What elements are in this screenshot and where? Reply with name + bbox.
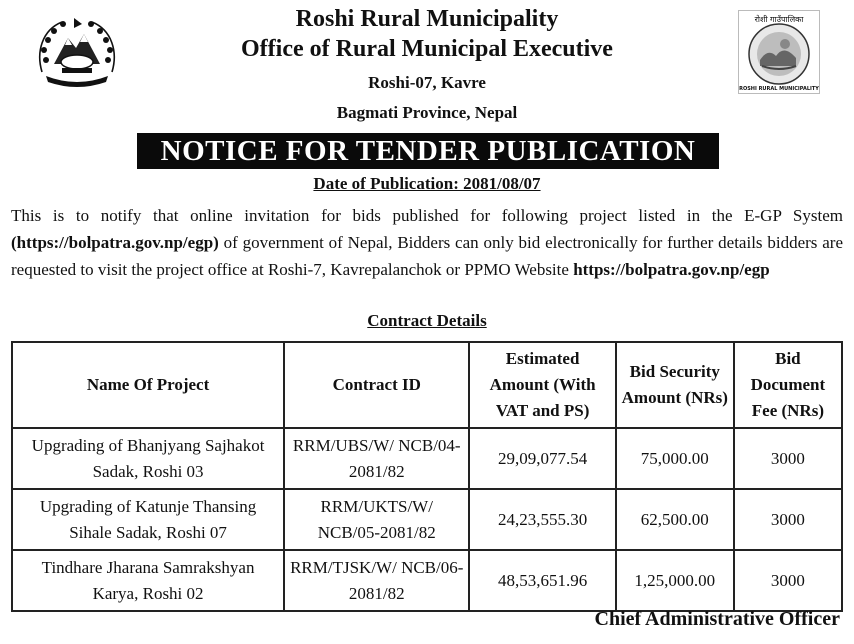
contract-table (11, 341, 843, 612)
project-name: Upgrading of Bhanjyang Sajhakot Sadak, Roshi 03 (12, 428, 284, 489)
address-line-1: Roshi-07, Kavre (368, 73, 486, 92)
estimated-amount: 24,23,555.30 (469, 489, 615, 550)
signature-title: Chief Administrative Officer (594, 608, 840, 630)
estimated-amount: 29,09,077.54 (469, 428, 615, 489)
contract-id: RRM/UBS/W/ NCB/04-2081/82 (284, 428, 469, 489)
ppmo-link[interactable]: https://bolpatra.gov.np/egp (573, 260, 770, 279)
header-bid-security: Bid Security Amount (NRs) (616, 342, 734, 428)
publication-date: Date of Publication: 2081/08/07 (313, 174, 541, 193)
bid-document-fee: 3000 (734, 550, 842, 611)
bid-security-amount: 75,000.00 (616, 428, 734, 489)
table-header-row (12, 342, 842, 428)
notice-title-banner: NOTICE FOR TENDER PUBLICATION (137, 133, 719, 169)
office-name: Office of Rural Municipal Executive (241, 36, 613, 62)
header-bid-document-fee: Bid Document Fee (NRs) (734, 342, 842, 428)
table-row (12, 489, 842, 550)
project-name: Upgrading of Katunje Thansing Sihale Sadak, Roshi 07 (12, 489, 284, 550)
bid-document-fee: 3000 (734, 489, 842, 550)
body-text-2: of government of Nepal, Bidders can only bid electronically for further details bidders are requested to visit the project office at Roshi-7, Kavrepalanchok or PPMO Website (11, 233, 843, 279)
egp-link[interactable]: (https://bolpatra.gov.np/egp) (11, 233, 219, 252)
header-estimated-amount: Estimated Amount (With VAT and PS) (469, 342, 615, 428)
address-line-2: Bagmati Province, Nepal (336, 103, 518, 122)
bid-document-fee: 3000 (734, 428, 842, 489)
table-row (12, 550, 842, 611)
municipality-name: Roshi Rural Municipality (295, 6, 559, 32)
logo-text: रोशी गाउँपालिका (754, 15, 804, 24)
notice-body (11, 202, 843, 283)
bid-security-amount: 62,500.00 (616, 489, 734, 550)
table-row (12, 428, 842, 489)
header-project-name: Name Of Project (12, 342, 284, 428)
project-name: Tindhare Jharana Samrakshyan Karya, Roshi 02 (12, 550, 284, 611)
contract-id: RRM/UKTS/W/ NCB/05-2081/82 (284, 489, 469, 550)
header-contract-id: Contract ID (284, 342, 469, 428)
bid-security-amount: 1,25,000.00 (616, 550, 734, 611)
logo-caption: ROSHI RURAL MUNICIPALITY (739, 86, 819, 92)
estimated-amount: 48,53,651.96 (469, 550, 615, 611)
contract-details-heading: Contract Details (367, 311, 487, 330)
contract-id: RRM/TJSK/W/ NCB/06-2081/82 (284, 550, 469, 611)
body-text-1: This is to notify that online invitation for bids published for following project listed in the E-GP System (11, 206, 843, 225)
